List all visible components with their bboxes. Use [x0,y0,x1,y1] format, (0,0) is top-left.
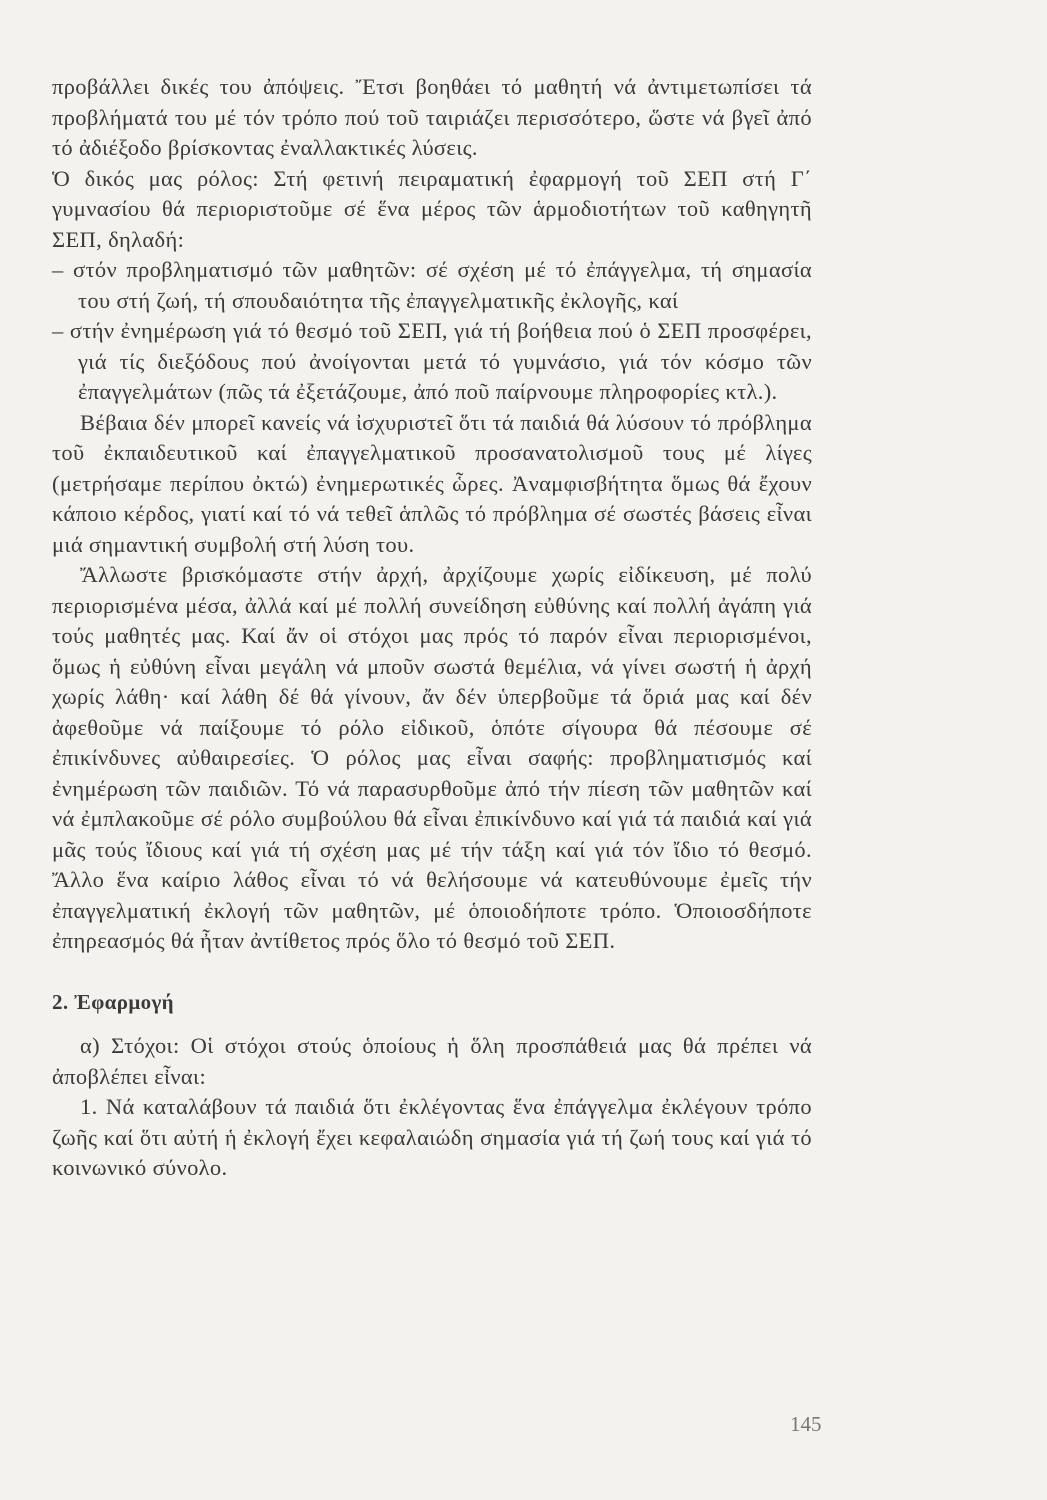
body-text [52,72,812,1184]
list-item-information: – στήν ἐνημέρωση γιά τό θεσμό τοῦ ΣΕΠ, γιά τή βοήθεια πού ὁ ΣΕΠ προσφέρει, γιά τίς διεξόδους πού ἀνοίγονται μετά τό γυμνάσιο, γιά τόν κόσμο τῶν ἐπαγγελμάτων (πῶς τά ἐξετάζουμε, ἀπό ποῦ παίρνουμε πληροφορίες κτλ.). [52,318,812,404]
paragraph-our-role: Ὁ δικός μας ρόλος: Στή φετινή πειραματική ἐφαρμογή τοῦ ΣΕΠ στή Γ΄ γυμνασίου θά περιοριστοῦμε σέ ἕνα μέρος τῶν ἁρμοδιοτήτων τοῦ καθηγητῆ ΣΕΠ, δηλαδή: [52,165,812,252]
page-number: 145 [790,1412,822,1436]
list-item-problematization: – στόν προβληματισμό τῶν μαθητῶν: σέ σχέση μέ τό ἐπάγγελμα, τή σημασία του στή ζωή, τή σπουδαιότητα τῆς ἐπαγγελματικῆς ἐκλογῆς, καί [52,257,812,313]
section-heading: 2. Ἐφαρμογή [52,989,174,1014]
paragraph-besides: Ἄλλωστε βρισκόμαστε στήν ἀρχή, ἀρχίζουμε χωρίς εἰδίκευση, μέ πολύ περιορισμένα μέσα, ἀλλά καί μέ πολλή συνείδηση εὐθύνης καί πολλή ἀγάπη γιά τούς μαθητές μας. Καί ἄν οἱ στόχοι μας πρός τό παρόν εἶναι περιορισμένοι, ὅμως ἡ εὐθύνη εἶναι μεγάλη νά μποῦν σωστά θεμέλια, νά γίνει σωστή ἡ ἀρχή χωρίς λάθη· καί λάθη δέ θά γίνουν, ἄν δέν ὑπερβοῦμε τά ὅριά μας καί δέν ἀφεθοῦμε νά παίξουμε τό ρόλο εἰδικοῦ, ὁπότε σίγουρα θά πέσουμε σέ ἐπικίνδυνες αὐθαιρεσίες. Ὁ ρόλος μας εἶναι σαφής: προβληματισμός καί ἐνημέρωση τῶν παιδιῶν. Τό νά παρασυρθοῦμε ἀπό τήν πίεση τῶν μαθητῶν καί νά ἐμπλακοῦμε σέ ρόλο συμβούλου θά εἶναι ἐπικίνδυνο καί γιά τά παιδιά καί γιά μᾶς τούς ἴδιους καί γιά τή σχέση μας μέ τήν τάξη καί γιά τόν ἴδιο τό θεσμό. Ἄλλο ἕνα καίριο λάθος εἶναι τό νά θελήσουμε νά κατευθύνουμε ἐμεῖς τήν ἐπαγγελματική ἐκλογή τῶν μαθητῶν, μέ ὁποιοδήποτε τρόπο. Ὁποιοσδήποτε ἐπηρεασμός θά ἦταν ἀντίθετος πρός ὅλο τό θεσμό τοῦ ΣΕΠ. [52,562,812,953]
paragraph-continuation: προβάλλει δικές του ἀπόψεις. Ἔτσι βοηθάει τό μαθητή νά ἀντιμετωπίσει τά προβλήματά του μέ τόν τρόπο πού τοῦ ταιριάζει περισσότερο, ὥστε νά βγεῖ ἀπό τό ἀδιέξοδο βρίσκοντας ἐναλλακτικές λύσεις. [52,74,812,160]
paragraph-goal-1: 1. Νά καταλάβουν τά παιδιά ὅτι ἐκλέγοντας ἕνα ἐπάγγελμα ἐκλέγουν τρόπο ζωῆς καί ὅτι αὐτή ἡ ἐκλογή ἔχει κεφαλαιώδη σημασία γιά τή ζωή τους καί γιά τό κοινωνικό σύνολο. [52,1094,812,1180]
paragraph-certainly: Βέβαια δέν μπορεῖ κανείς νά ἰσχυριστεῖ ὅτι τά παιδιά θά λύσουν τό πρόβλημα τοῦ ἐκπαιδευτικοῦ καί ἐπαγγελματικοῦ προσανατολισμοῦ τους μέ λίγες (μετρήσαμε περίπου ὀκτώ) ἐνημερωτικές ὧρες. Ἀναμφισβήτητα ὅμως θά ἔχουν κάποιο κέρδος, γιατί καί τό νά τεθεῖ ἁπλῶς τό πρόβλημα σέ σωστές βάσεις εἶναι μιά σημαντική συμβολή στή λύση του. [52,409,812,557]
paragraph-goals: α) Στόχοι: Οἱ στόχοι στούς ὁποίους ἡ ὅλη προσπάθειά μας θά πρέπει νά ἀποβλέπει εἶναι: [52,1033,812,1089]
